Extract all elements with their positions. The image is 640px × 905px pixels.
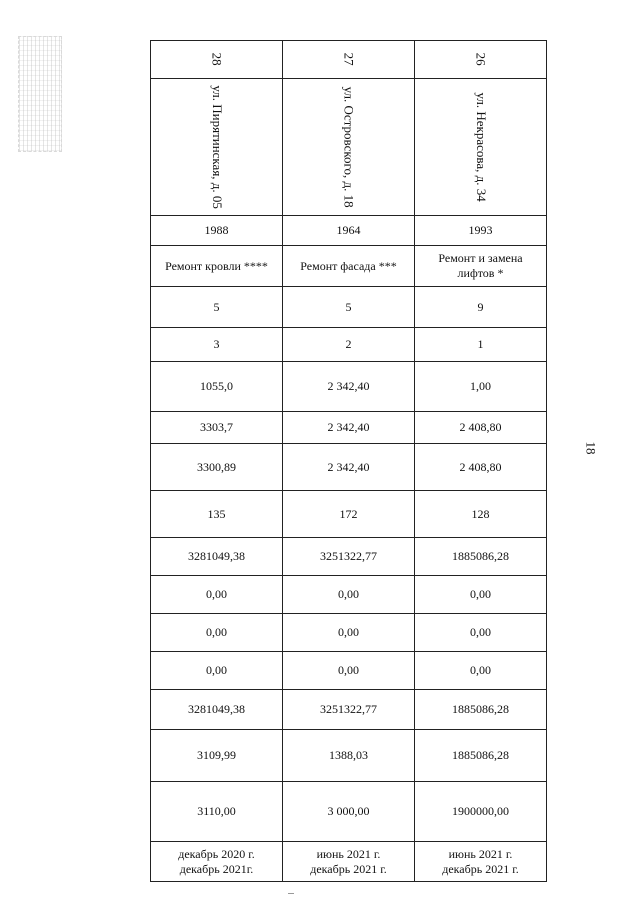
- period-end: декабрь 2021г.: [179, 861, 254, 876]
- stamp-mark: [18, 36, 62, 152]
- cell-fund-1: 0,00: [415, 576, 547, 614]
- row-owners-funds: [151, 690, 547, 730]
- row-floors: [151, 287, 547, 328]
- cell-address: ул. Островского, д. 18: [283, 79, 415, 216]
- cell-floors: 9: [415, 287, 547, 328]
- repair-works-table: [150, 40, 547, 882]
- cell-total-cost: 1885086,28: [415, 538, 547, 576]
- row-area-3: [151, 444, 547, 491]
- cell-cost-per-unit: 1885086,28: [415, 730, 547, 782]
- cell-area-1: 1055,0: [151, 362, 283, 412]
- row-number: [151, 41, 547, 79]
- cell-area-3: 2 408,80: [415, 444, 547, 491]
- cell-owners-funds: 3281049,38: [151, 690, 283, 730]
- row-total-cost: [151, 538, 547, 576]
- cell-year: 1988: [151, 216, 283, 246]
- period-end: декабрь 2021 г.: [310, 861, 387, 876]
- cell-area-2: 2 408,80: [415, 412, 547, 444]
- row-period: [151, 842, 547, 882]
- cell-period: [283, 842, 415, 882]
- cell-residents: 128: [415, 491, 547, 538]
- period-start: декабрь 2020 г.: [178, 846, 255, 861]
- cell-work-type: Ремонт и замена лифтов *: [415, 246, 547, 287]
- cell-residents: 172: [283, 491, 415, 538]
- cell-fund-2: 0,00: [151, 614, 283, 652]
- cell-residents: 135: [151, 491, 283, 538]
- cell-fund-1: 0,00: [283, 576, 415, 614]
- cell-cost-per-unit: 3109,99: [151, 730, 283, 782]
- cell-number: 26: [415, 41, 547, 79]
- page-number: 18: [583, 441, 599, 455]
- cell-number: 27: [283, 41, 415, 79]
- row-entrances: [151, 328, 547, 362]
- cell-year: 1964: [283, 216, 415, 246]
- cell-area-3: 3300,89: [151, 444, 283, 491]
- cell-year: 1993: [415, 216, 547, 246]
- cell-period: [415, 842, 547, 882]
- period-start: июнь 2021 г.: [448, 846, 513, 861]
- row-area-2: [151, 412, 547, 444]
- row-residents: [151, 491, 547, 538]
- cell-floors: 5: [151, 287, 283, 328]
- cell-fund-2: 0,00: [283, 614, 415, 652]
- cell-area-3: 2 342,40: [283, 444, 415, 491]
- cell-work-type: Ремонт кровли ****: [151, 246, 283, 287]
- row-year: [151, 216, 547, 246]
- cell-max-cost: 1900000,00: [415, 782, 547, 842]
- cell-entrances: 1: [415, 328, 547, 362]
- row-fund-2: [151, 614, 547, 652]
- row-fund-3: [151, 652, 547, 690]
- scan-mark: [288, 893, 294, 894]
- cell-area-2: 3303,7: [151, 412, 283, 444]
- period-end: декабрь 2021 г.: [442, 861, 519, 876]
- cell-fund-2: 0,00: [415, 614, 547, 652]
- cell-total-cost: 3251322,77: [283, 538, 415, 576]
- cell-area-2: 2 342,40: [283, 412, 415, 444]
- cell-fund-3: 0,00: [283, 652, 415, 690]
- cell-max-cost: 3110,00: [151, 782, 283, 842]
- cell-entrances: 2: [283, 328, 415, 362]
- cell-owners-funds: 3251322,77: [283, 690, 415, 730]
- cell-max-cost: 3 000,00: [283, 782, 415, 842]
- cell-floors: 5: [283, 287, 415, 328]
- row-work-type: [151, 246, 547, 287]
- cell-area-1: 1,00: [415, 362, 547, 412]
- cell-area-1: 2 342,40: [283, 362, 415, 412]
- cell-address: ул. Пирятинская, д. 05: [151, 79, 283, 216]
- cell-total-cost: 3281049,38: [151, 538, 283, 576]
- cell-work-type: Ремонт фасада ***: [283, 246, 415, 287]
- row-cost-per-unit: [151, 730, 547, 782]
- cell-number: 28: [151, 41, 283, 79]
- row-area-1: [151, 362, 547, 412]
- row-max-cost: [151, 782, 547, 842]
- row-fund-1: [151, 576, 547, 614]
- cell-cost-per-unit: 1388,03: [283, 730, 415, 782]
- cell-fund-3: 0,00: [151, 652, 283, 690]
- cell-period: [151, 842, 283, 882]
- row-address: [151, 79, 547, 216]
- cell-owners-funds: 1885086,28: [415, 690, 547, 730]
- cell-fund-1: 0,00: [151, 576, 283, 614]
- cell-fund-3: 0,00: [415, 652, 547, 690]
- period-start: июнь 2021 г.: [316, 846, 381, 861]
- cell-entrances: 3: [151, 328, 283, 362]
- cell-address: ул. Некрасова, д. 34: [415, 79, 547, 216]
